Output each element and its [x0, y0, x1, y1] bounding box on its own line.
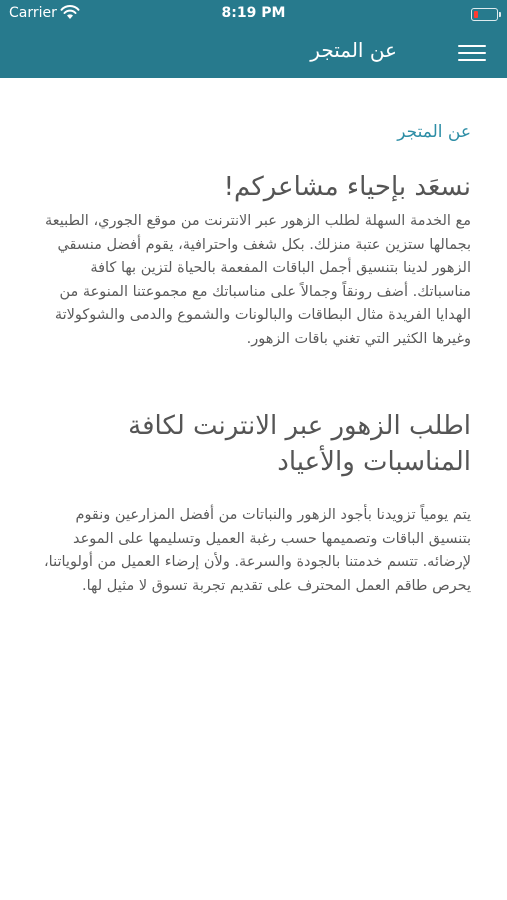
status-bar [0, 0, 507, 28]
menu-icon[interactable] [458, 43, 486, 65]
battery-icon [471, 8, 498, 21]
heading-order-flowers: اطلب الزهور عبر الانترنت لكافة المناسبات والأعياد [128, 411, 471, 477]
clock: 8:19 PM [221, 5, 286, 21]
heading-revive-feelings: نسعَد بإحياء مشاعركم! [223, 172, 471, 202]
about-store-content [0, 78, 507, 900]
navigation-bar [0, 0, 507, 78]
section-title: عن المتجر [397, 122, 471, 142]
paragraph-service: يتم يومياً تزويدنا بأجود الزهور والنباتات من أفضل المزارعين ونقوم بتنسيق الباقات وتصميمها حسب رغبة العميل وتسليمها على الموعد لإرضائه. تتسم خدمتنا بالجودة والسرعة. ولأن إرضاء العميل من أولوياتنا، يحرص طاقم العمل المحترف على تقديم تجربة تسوق لا مثيل لها. [44, 507, 471, 594]
carrier-label: Carrier [9, 5, 57, 21]
page-title: عن المتجر [310, 38, 397, 62]
paragraph-intro: مع الخدمة السهلة لطلب الزهور عبر الانترنت من موقع الجوري، الطبيعة بجمالها ستزين عتبة منزلك. بكل شغف واحترافية، يقوم أفضل منسقي الزهور لدينا بتنسيق أجمل الباقات المفعمة بالحياة لتزين بها كافة مناسباتك. أضف رونقاً وجمالاً على مناسباتك مع مجموعتنا المنوعة من الهدايا الفريدة مثال البطاقات والبالونات والشموع والدمى والشوكولاتة وغيرها الكثير التي تغني باقات الزهور. [44, 213, 471, 347]
